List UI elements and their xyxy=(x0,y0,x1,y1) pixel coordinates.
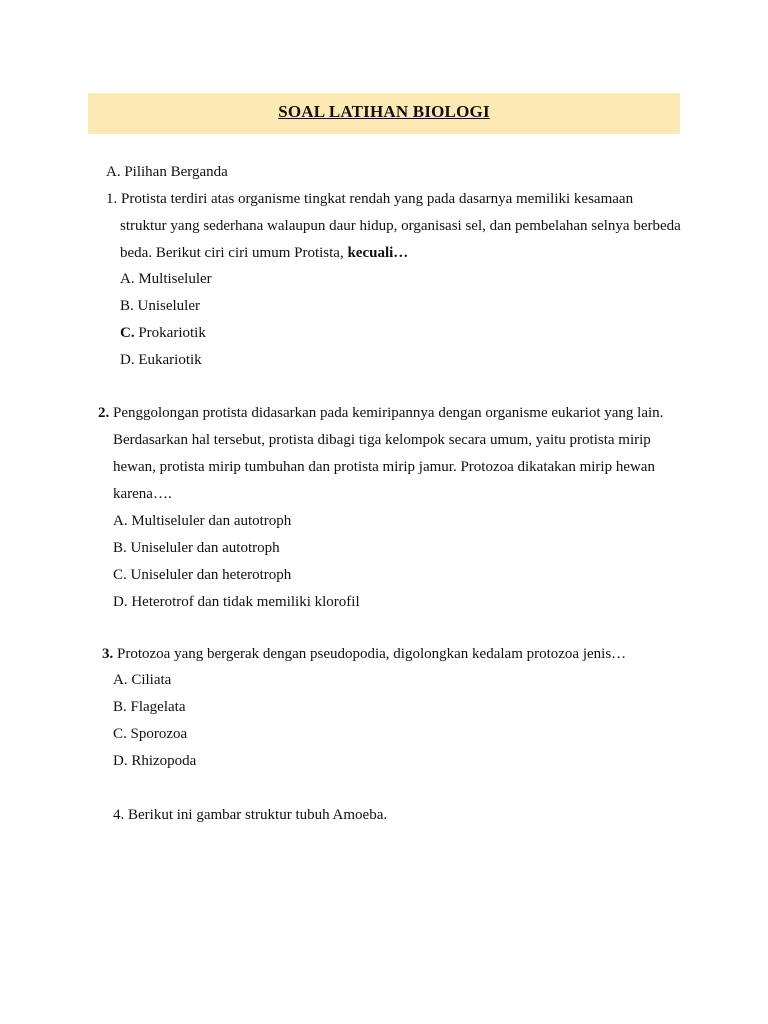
question-3-option-a: A. Ciliata xyxy=(113,672,172,688)
question-2-option-c: C. Uniseluler dan heterotroph xyxy=(113,567,292,583)
question-3-option-b: B. Flagelata xyxy=(113,699,186,715)
question-1-line-2: struktur yang sederhana walaupun daur hidup, organisasi sel, dan pembelahan selnya berbeda xyxy=(120,218,681,234)
question-2-option-b: B. Uniseluler dan autotroph xyxy=(113,540,280,556)
question-2-line-1: 2. Penggolongan protista didasarkan pada kemiripannya dengan organisme eukariot yang lain. xyxy=(98,405,664,421)
question-1-option-a: A. Multiseluler xyxy=(120,271,212,287)
question-4-line-1: 4. Berikut ini gambar struktur tubuh Amoeba. xyxy=(113,807,388,823)
question-3-line-1: 3. Protozoa yang bergerak dengan pseudopodia, digolongkan kedalam protozoa jenis… xyxy=(102,646,627,662)
section-heading: A. Pilihan Berganda xyxy=(106,164,228,180)
title-banner xyxy=(88,93,680,134)
question-1-number: 1. xyxy=(106,191,118,207)
question-2-line-4: karena…. xyxy=(113,486,172,502)
question-1-emphasis: kecuali… xyxy=(347,245,409,261)
question-1-option-b: B. Uniseluler xyxy=(120,298,200,314)
question-2-option-a: A. Multiseluler dan autotroph xyxy=(113,513,292,529)
question-2-line-3: hewan, protista mirip tumbuhan dan protista mirip jamur. Protozoa dikatakan mirip hewan xyxy=(113,459,655,475)
question-3-option-c: C. Sporozoa xyxy=(113,726,188,742)
question-1-line-3: beda. Berikut ciri ciri umum Protista, kecuali… xyxy=(120,245,409,261)
question-3-option-d: D. Rhizopoda xyxy=(113,753,197,769)
question-1-line-1: 1. Protista terdiri atas organisme tingkat rendah yang pada dasarnya memiliki kesamaan xyxy=(106,191,634,207)
page-title: SOAL LATIHAN BIOLOGI xyxy=(278,101,490,121)
question-3-number: 3. xyxy=(102,646,114,662)
question-2-number: 2. xyxy=(98,405,110,421)
question-2-option-d: D. Heterotrof dan tidak memiliki klorofil xyxy=(113,594,360,610)
question-1-option-d: D. Eukariotik xyxy=(120,352,202,368)
question-1-option-c: C. Prokariotik xyxy=(120,325,206,341)
question-2-line-2: Berdasarkan hal tersebut, protista dibagi tiga kelompok secara umum, yaitu protista mirip xyxy=(113,432,651,448)
